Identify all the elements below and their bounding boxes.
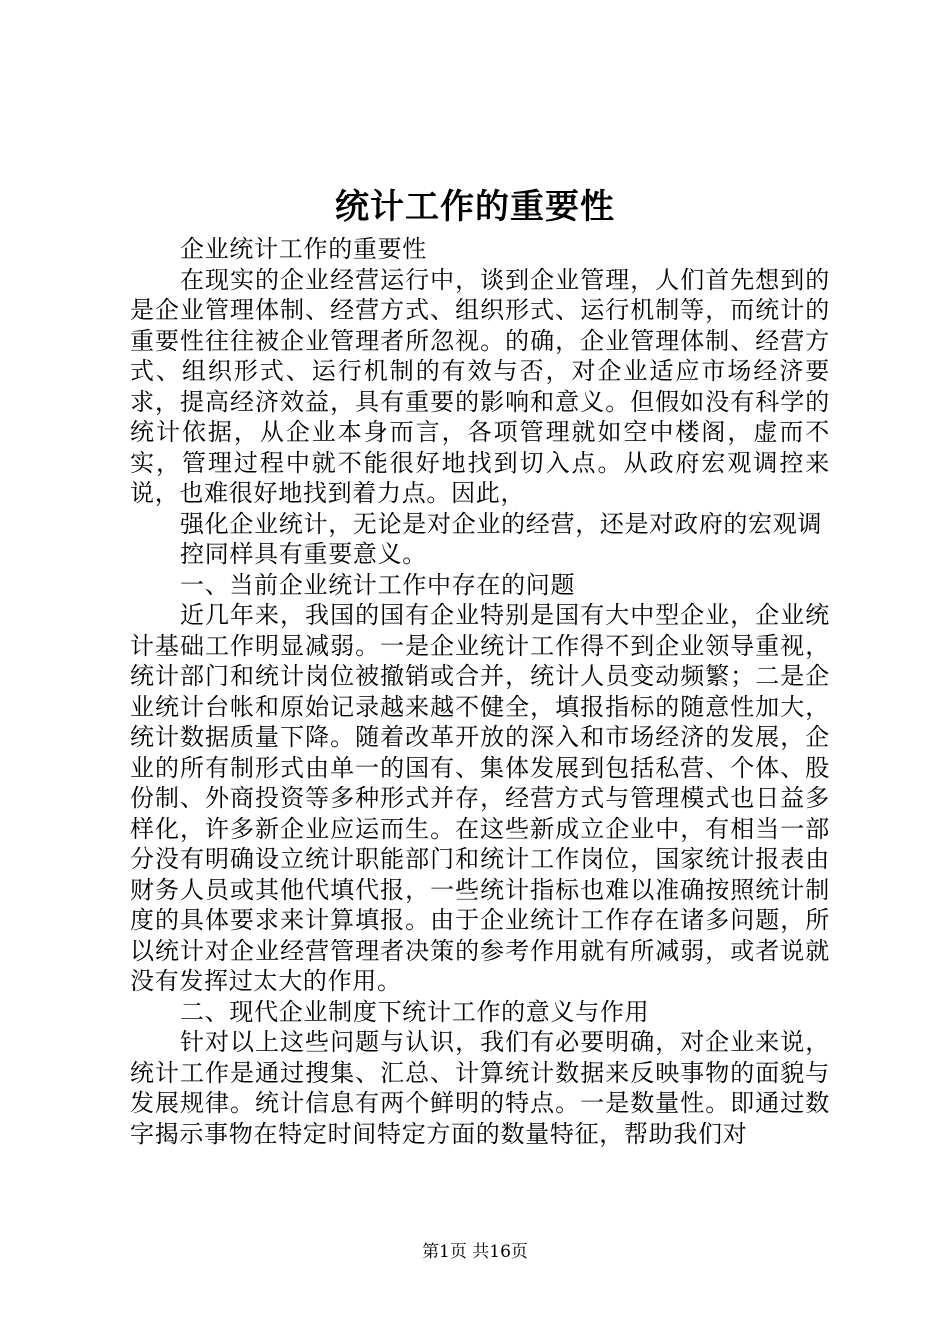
- document-title: 统计工作的重要性: [335, 187, 615, 227]
- section-heading-2: 二、现代企业制度下统计工作的意义与作用: [180, 997, 650, 1026]
- paragraph-subtitle: 企业统计工作的重要性: [180, 235, 427, 263]
- paragraph-problems: 近几年来，我国的国有企业特别是国有大中型企业，企业统计基础工作明显减弱。一是企业统计工作得不到企业领导重视，统计部门和统计岗位被撤销或合并，统计人员变动频繁；二是企业统计台帐和原始记录越来越不健全，填报指标的随意性加大，统计数据质量下降。随着改革开放的深入和市场经济的发展，企业的所有制形式由单一的国有、集体发展到包括私营、个体、股份制、外商投资等多种形式并存，经营方式与管理模式也日益多样化，许多新企业应运而生。在这些新成立企业中，有相当一部分没有明确设立统计职能部门和统计工作岗位，国家统计报表由财务人员或其他代填代报，一些统计指标也难以准确按照统计制度的具体要求来计算填报。由于企业统计工作存在诸多问题，所以统计对企业经营管理者决策的参考作用就有所减弱，或者说就没有发挥过太大的作用。: [130, 601, 830, 995]
- paragraph-continuation: 控同样具有重要意义。: [180, 540, 427, 568]
- section-heading-1: 一、当前企业统计工作中存在的问题: [180, 570, 576, 599]
- paragraph-strengthen: 强化企业统计，无论是对企业的经营，还是对政府的宏观调: [180, 509, 823, 538]
- paragraph-significance: 针对以上这些问题与认识，我们有必要明确，对企业来说，统计工作是通过搜集、汇总、计算统计数据来反映事物的面貌与发展规律。统计信息有两个鲜明的特点。一是数量性。即通过数字揭示事物在特定时间特定方面的数量特征，帮助我们对: [130, 1028, 830, 1148]
- page-number-footer: 第1页 共16页: [422, 1242, 528, 1262]
- document-body: [130, 234, 830, 1149]
- paragraph-intro: 在现实的企业经营运行中，谈到企业管理，人们首先想到的是企业管理体制、经营方式、组织形式、运行机制等，而统计的重要性往往被企业管理者所忽视。的确，企业管理体制、经营方式、组织形式、运行机制的有效与否，对企业适应市场经济要求，提高经济效益，具有重要的影响和意义。但假如没有科学的统计依据，从企业本身而言，各项管理就如空中楼阁，虚而不实，管理过程中就不能很好地找到切入点。从政府宏观调控来说，也难很好地找到着力点。因此，: [130, 265, 830, 507]
